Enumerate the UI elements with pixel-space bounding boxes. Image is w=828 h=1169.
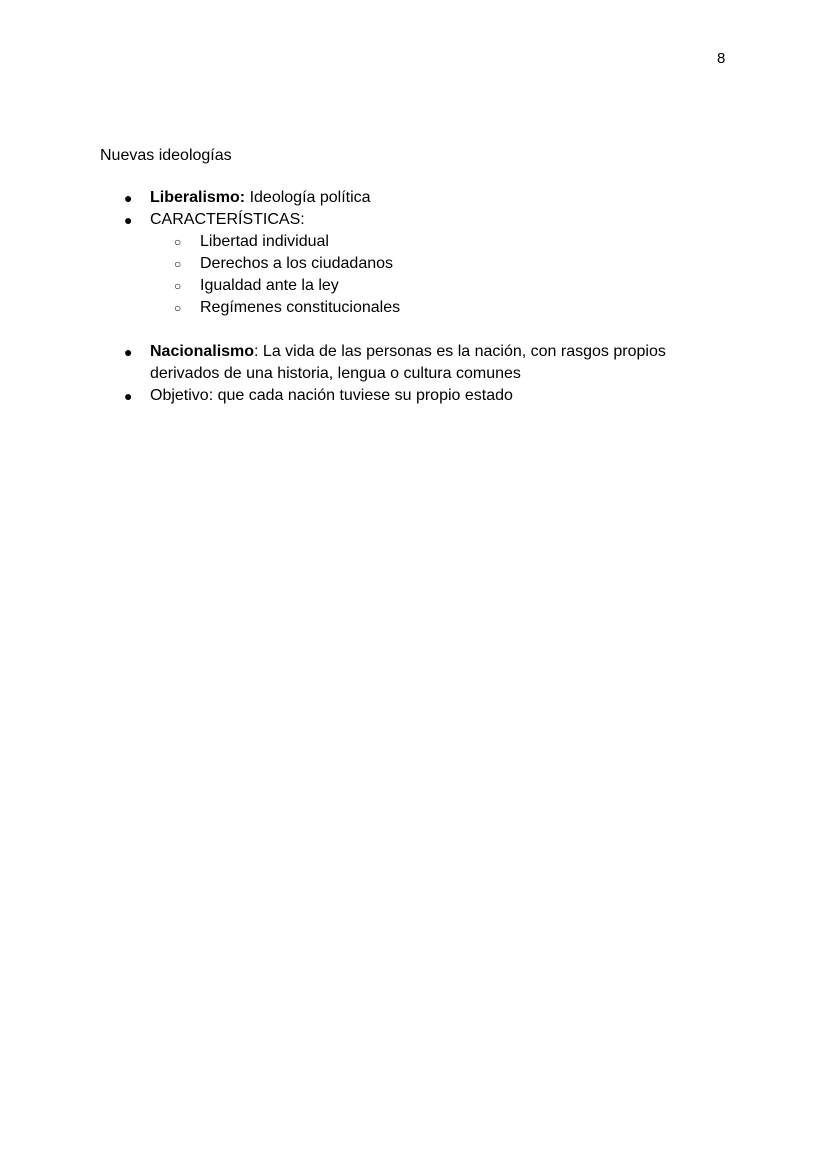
circle-bullet-icon: ○	[174, 279, 182, 293]
definition: : La vida de las personas es la nación, con rasgos propios	[254, 343, 666, 360]
page-number: 8	[717, 50, 726, 67]
term: Nacionalismo	[150, 343, 255, 360]
sub-list-item: Libertad individual	[200, 233, 329, 250]
sub-list-item: Igualdad ante la ley	[200, 277, 339, 294]
list-item-nacionalismo	[150, 341, 666, 363]
sub-list-item: Derechos a los ciudadanos	[200, 255, 394, 272]
circle-bullet-icon: ○	[174, 257, 182, 271]
list-item-liberalismo	[150, 187, 371, 209]
bullet-icon: ●	[124, 344, 133, 360]
list-item-caracteristicas: CARACTERÍSTICAS:	[150, 211, 305, 228]
circle-bullet-icon: ○	[174, 301, 182, 315]
list-item-objetivo: Objetivo: que cada nación tuviese su propio estado	[150, 387, 513, 404]
circle-bullet-icon: ○	[174, 235, 182, 249]
bullet-icon: ●	[124, 388, 133, 404]
sub-list-item: Regímenes constitucionales	[200, 299, 401, 316]
bullet-icon: ●	[124, 190, 133, 206]
list-item-nacionalismo-continued: derivados de una historia, lengua o cultura comunes	[150, 365, 521, 382]
bullet-icon: ●	[124, 212, 133, 228]
section-heading: Nuevas ideologías	[100, 147, 232, 164]
term: Liberalismo:	[150, 189, 246, 206]
definition: Ideología política	[245, 189, 371, 206]
